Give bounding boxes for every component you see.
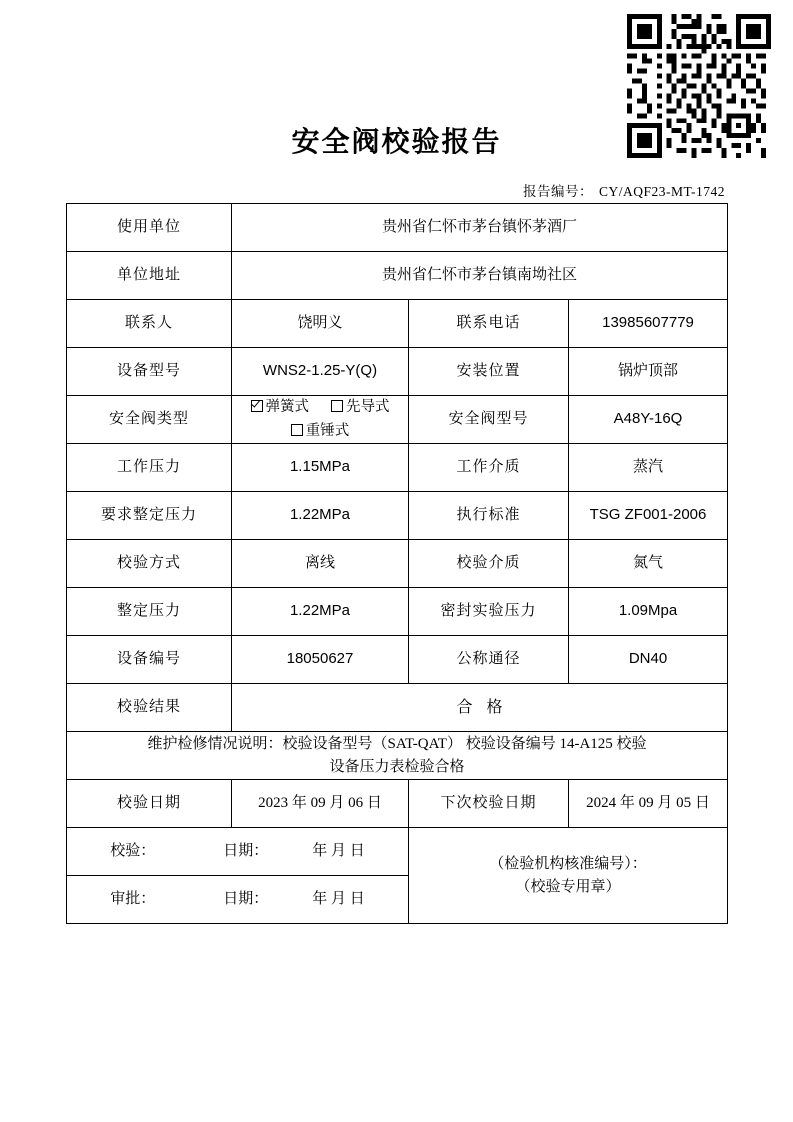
- next-check-date-value: 2024 年 09 月 05 日: [569, 780, 728, 828]
- table-row: [67, 732, 728, 780]
- table-row: [67, 204, 728, 252]
- approver-date-label: 日期：: [223, 891, 269, 908]
- table-row: [67, 684, 728, 732]
- standard-label: 执行标准: [409, 492, 569, 540]
- valve-type-label: 安全阀类型: [67, 396, 232, 444]
- checker-label: 校验：: [110, 843, 156, 860]
- maintenance-notes: [67, 732, 728, 780]
- maintenance-notes-line1: 维护检修情况说明：校验设备型号（SAT-QAT） 校验设备编号 14-A125 校验: [147, 736, 647, 752]
- check-result-label: 校验结果: [67, 684, 232, 732]
- report-table: [66, 203, 728, 924]
- device-model-label: 设备型号: [67, 348, 232, 396]
- unit-name-value: 贵州省仁怀市茅台镇怀茅酒厂: [232, 204, 728, 252]
- report-table-wrapper: [66, 203, 727, 924]
- report-number-value: CY/AQF23-MT-1742: [598, 184, 725, 199]
- check-medium-label: 校验介质: [409, 540, 569, 588]
- checker-date-ymd: 年 月 日: [312, 843, 365, 860]
- table-row: [67, 636, 728, 684]
- seal-test-pressure-value: 1.09Mpa: [569, 588, 728, 636]
- seal-test-pressure-label: 密封实验压力: [409, 588, 569, 636]
- approver-signature-row: [67, 876, 409, 924]
- work-medium-value: 蒸汽: [569, 444, 728, 492]
- check-result-cell: [232, 684, 728, 732]
- table-row: [67, 588, 728, 636]
- table-row: [67, 396, 728, 444]
- valve-type-option-pilot-label: 先导式: [346, 399, 390, 416]
- valve-type-row-1: [236, 396, 404, 419]
- next-check-date-label: 下次校验日期: [409, 780, 569, 828]
- check-date-label: 校验日期: [67, 780, 232, 828]
- table-row: [67, 300, 728, 348]
- install-position-label: 安装位置: [409, 348, 569, 396]
- standard-value: TSG ZF001-2006: [569, 492, 728, 540]
- checkbox-checked-icon[interactable]: [251, 400, 263, 412]
- valve-type-option-weight[interactable]: [291, 420, 350, 443]
- table-row: [67, 444, 728, 492]
- maintenance-notes-line2: 设备压力表检验合格: [329, 758, 465, 775]
- report-number: [523, 180, 725, 200]
- check-medium-value: 氮气: [569, 540, 728, 588]
- valve-type-row-2: [236, 420, 404, 443]
- approver-date-ymd: 年 月 日: [312, 891, 365, 908]
- valve-type-options: [232, 396, 409, 444]
- table-row: [67, 492, 728, 540]
- table-row: [67, 828, 728, 876]
- device-number-value: 18050627: [232, 636, 409, 684]
- contact-person-label: 联系人: [67, 300, 232, 348]
- table-row: [67, 780, 728, 828]
- valve-type-option-pilot[interactable]: [331, 396, 390, 419]
- required-set-pressure-label: 要求整定压力: [67, 492, 232, 540]
- contact-person-value: 饶明义: [232, 300, 409, 348]
- check-date-value: 2023 年 09 月 06 日: [232, 780, 409, 828]
- table-row: [67, 252, 728, 300]
- nominal-diameter-label: 公称通径: [409, 636, 569, 684]
- work-pressure-label: 工作压力: [67, 444, 232, 492]
- table-row: [67, 348, 728, 396]
- report-number-label: 报告编号：: [522, 184, 593, 199]
- contact-phone-value: 13985607779: [569, 300, 728, 348]
- set-pressure-value: 1.22MPa: [232, 588, 409, 636]
- approver-label: 审批：: [110, 891, 156, 908]
- valve-type-option-weight-label: 重锤式: [305, 422, 350, 439]
- checker-date-label: 日期：: [223, 843, 269, 860]
- checker-signature-row: [67, 828, 409, 876]
- valve-model-value: A48Y-16Q: [569, 396, 728, 444]
- checkbox-icon[interactable]: [291, 424, 303, 436]
- unit-address-label: 单位地址: [67, 252, 232, 300]
- org-number-label: （检验机构核准编号）：: [489, 856, 647, 872]
- seal-label: （校验专用章）: [515, 878, 621, 895]
- seal-cell: [409, 828, 728, 924]
- set-pressure-label: 整定压力: [67, 588, 232, 636]
- install-position-value: 锅炉顶部: [569, 348, 728, 396]
- unit-address-value: 贵州省仁怀市茅台镇南坳社区: [232, 252, 728, 300]
- check-method-label: 校验方式: [67, 540, 232, 588]
- valve-type-option-spring-label: 弹簧式: [265, 399, 309, 416]
- page-title: 安全阀校验报告: [291, 127, 502, 158]
- work-pressure-value: 1.15MPa: [232, 444, 409, 492]
- valve-type-option-spring[interactable]: [251, 396, 310, 419]
- check-result-value: 合格: [456, 698, 517, 716]
- valve-model-label: 安全阀型号: [409, 396, 569, 444]
- device-model-value: WNS2-1.25-Y(Q): [232, 348, 409, 396]
- nominal-diameter-value: DN40: [569, 636, 728, 684]
- unit-name-label: 使用单位: [67, 204, 232, 252]
- checkbox-icon[interactable]: [331, 400, 343, 412]
- device-number-label: 设备编号: [67, 636, 232, 684]
- contact-phone-label: 联系电话: [409, 300, 569, 348]
- table-row: [67, 540, 728, 588]
- work-medium-label: 工作介质: [409, 444, 569, 492]
- check-method-value: 离线: [232, 540, 409, 588]
- required-set-pressure-value: 1.22MPa: [232, 492, 409, 540]
